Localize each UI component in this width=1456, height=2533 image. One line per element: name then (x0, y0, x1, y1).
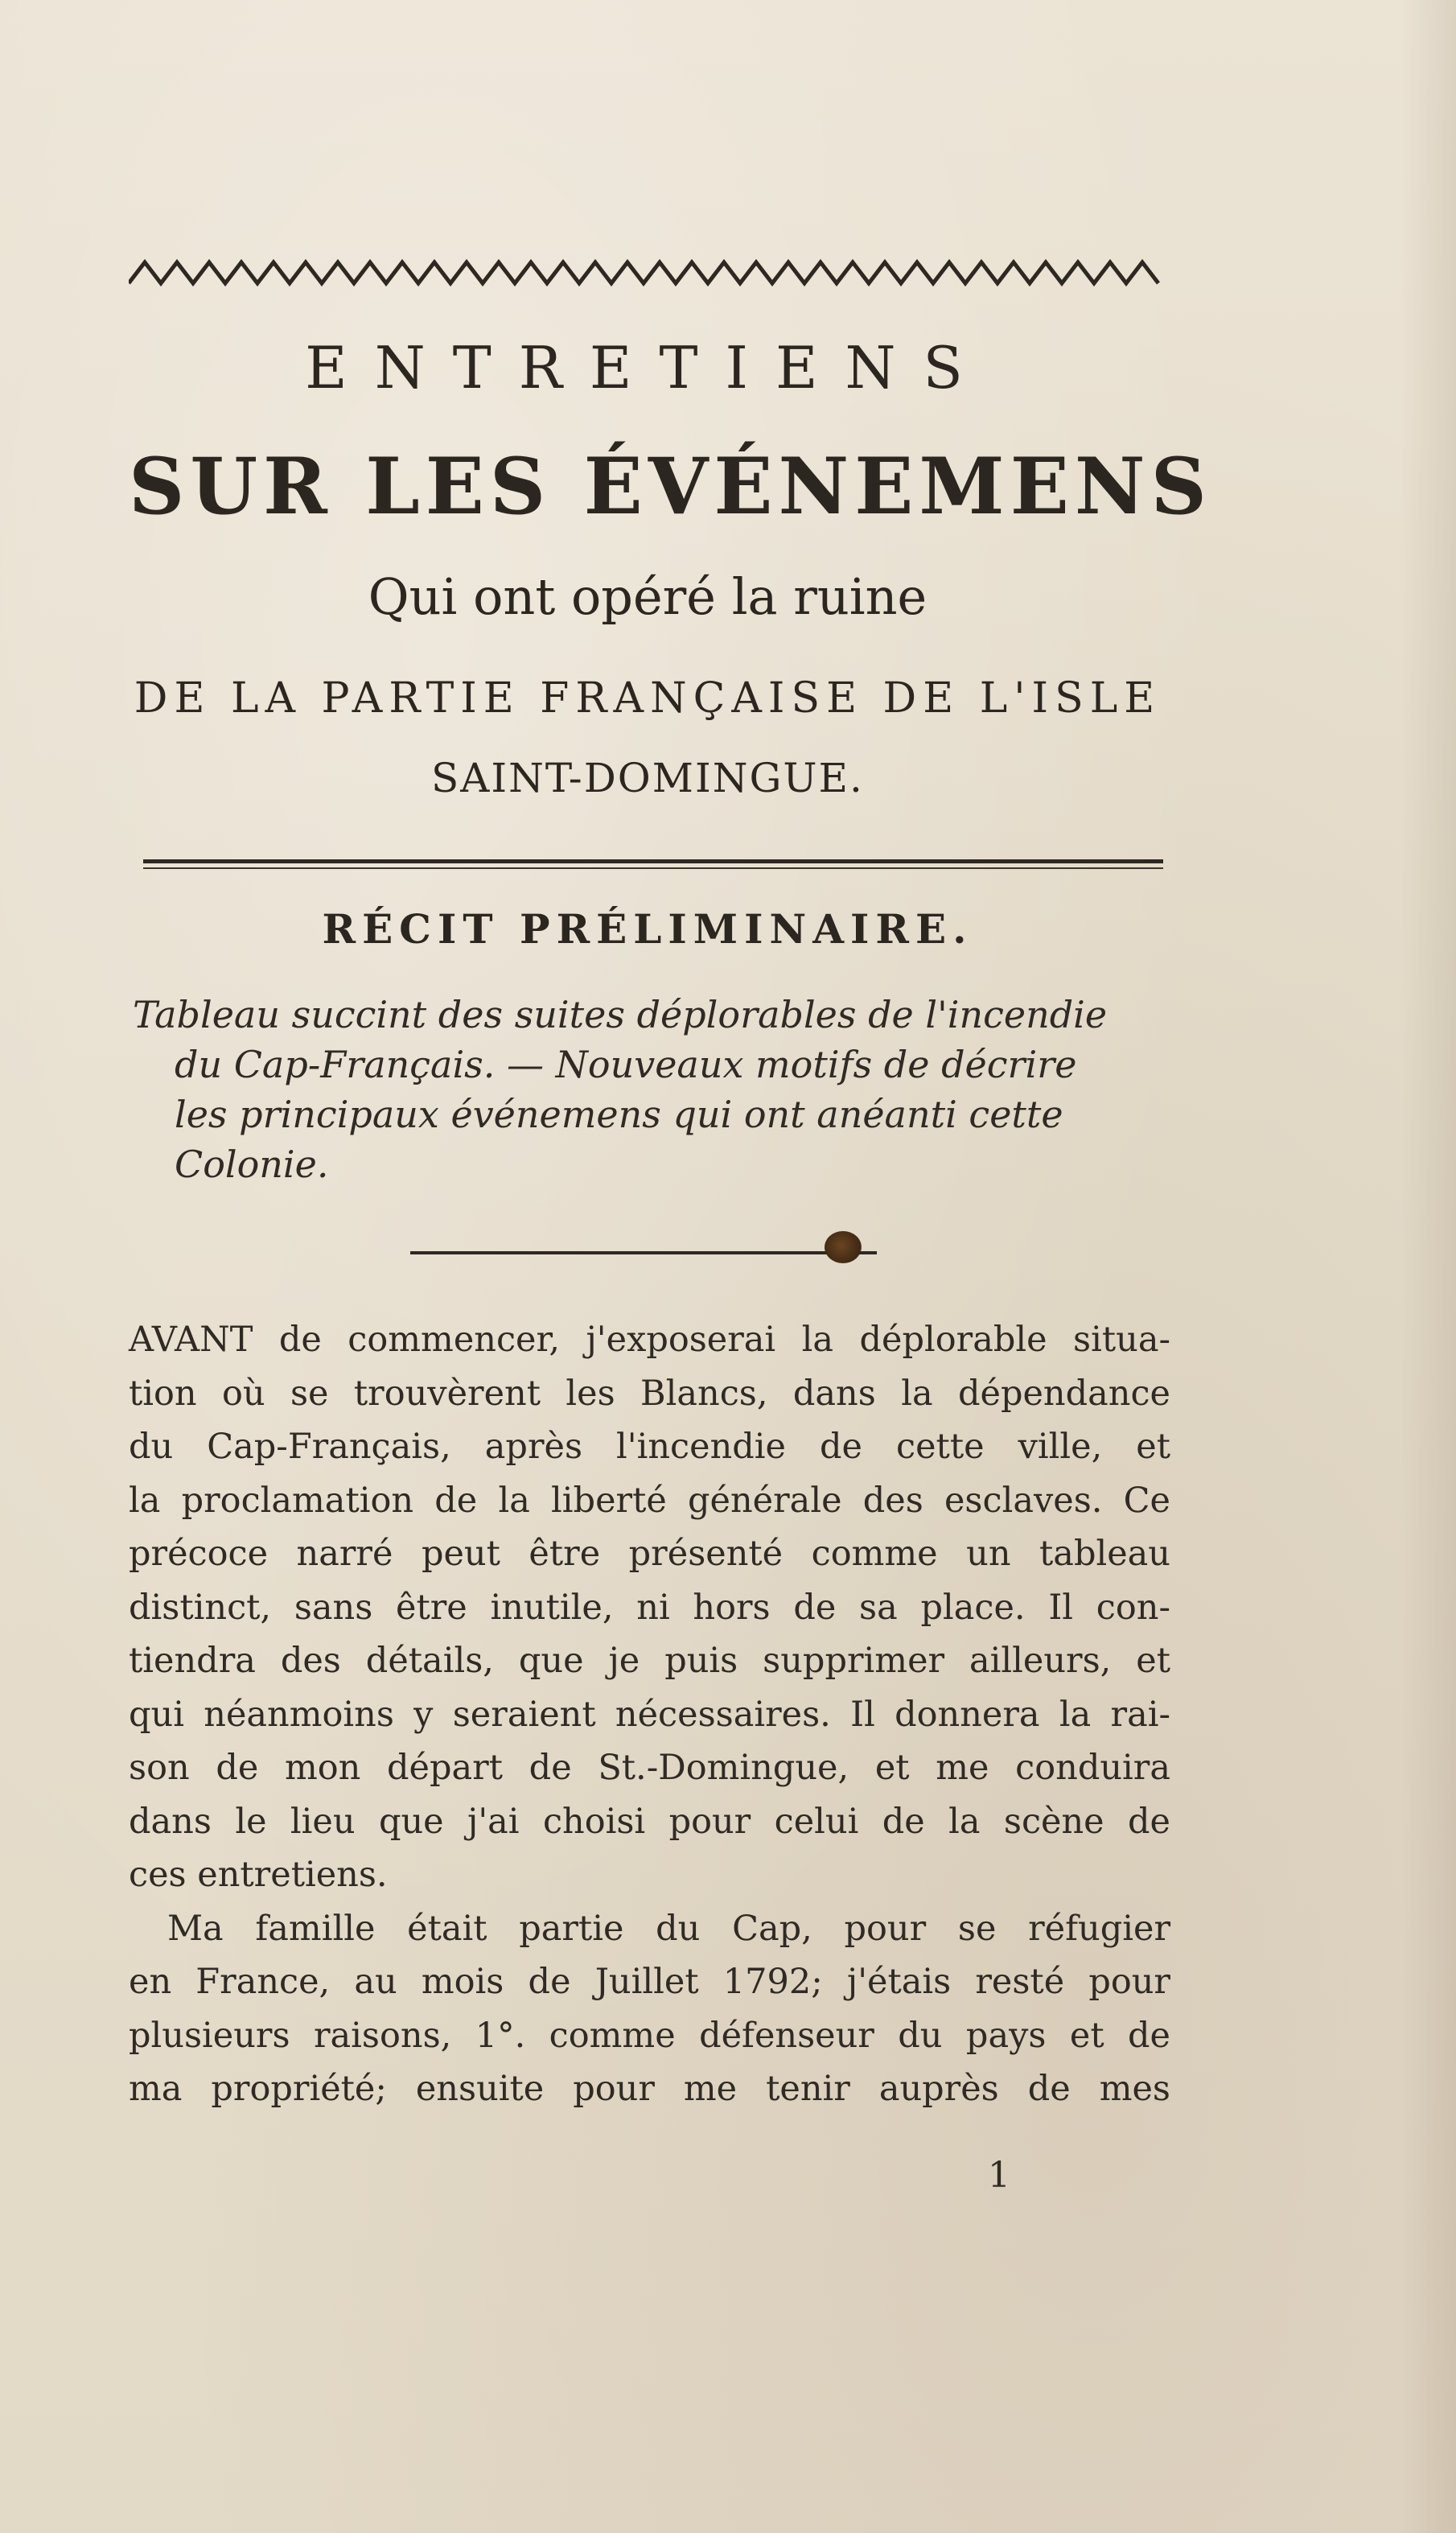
title-line-2: SUR LES ÉVÉNEMENS (129, 441, 1212, 532)
subtitle: Qui ont opéré la ruine (368, 567, 927, 626)
chapter-summary (133, 990, 1170, 1189)
double-rule-divider (143, 859, 1163, 869)
section-title: RÉCIT PRÉLIMINAIRE. (322, 905, 973, 953)
page-number: 1 (988, 2155, 1010, 2196)
title-line-4: SAINT-DOMINGUE. (431, 755, 864, 801)
body-line: Ma famille était partie du Cap, pour se réfugier (167, 1908, 1170, 1949)
body-line: son de mon départ de St.-Domingue, et me conduira (129, 1748, 1170, 1788)
body-line: en France, au mois de Juillet 1792; j'étais resté pour (129, 1962, 1170, 2002)
summary-line: du Cap-Français. — Nouveaux motifs de décrire (175, 1043, 1077, 1086)
body-line: ma propriété; ensuite pour me tenir auprès de mes (129, 2069, 1170, 2109)
body-line: qui néanmoins y seraient nécessaires. Il donnera la rai- (129, 1694, 1170, 1735)
short-rule-divider (410, 1251, 877, 1254)
page-edge-shadow (1400, 0, 1456, 2533)
body-line: précoce narré peut être présenté comme un tableau (129, 1534, 1170, 1574)
title-line-3: DE LA PARTIE FRANÇAISE DE L'ISLE (134, 674, 1162, 723)
body-line: la proclamation de la liberté générale des esclaves. Ce (129, 1480, 1170, 1521)
body-line: tion où se trouvèrent les Blancs, dans la dépendance (129, 1373, 1170, 1414)
summary-line: Tableau succint des suites déplorables de l'incendie (133, 993, 1108, 1036)
body-line: plusieurs raisons, 1°. comme défenseur du pays et de (129, 2015, 1170, 2056)
body-line: du Cap-Français, après l'incendie de cette ville, et (129, 1427, 1170, 1467)
zigzag-ornament (129, 256, 1166, 290)
summary-line: les principaux événemens qui ont anéanti cette (175, 1093, 1063, 1136)
body-line: tiendra des détails, que je puis supprimer ailleurs, et (129, 1641, 1170, 1681)
body-line: ces entretiens. (129, 1855, 388, 1895)
body-line: dans le lieu que j'ai choisi pour celui de la scène de (129, 1801, 1170, 1842)
body-line: AVANT de commencer, j'exposerai la déplorable situa- (129, 1320, 1170, 1360)
summary-line: Colonie. (175, 1143, 329, 1186)
ink-blot (825, 1231, 862, 1263)
body-line: distinct, sans être inutile, ni hors de sa place. Il con- (129, 1587, 1170, 1628)
body-text (129, 1313, 1170, 2116)
title-line-1: ENTRETIENS (305, 334, 990, 402)
